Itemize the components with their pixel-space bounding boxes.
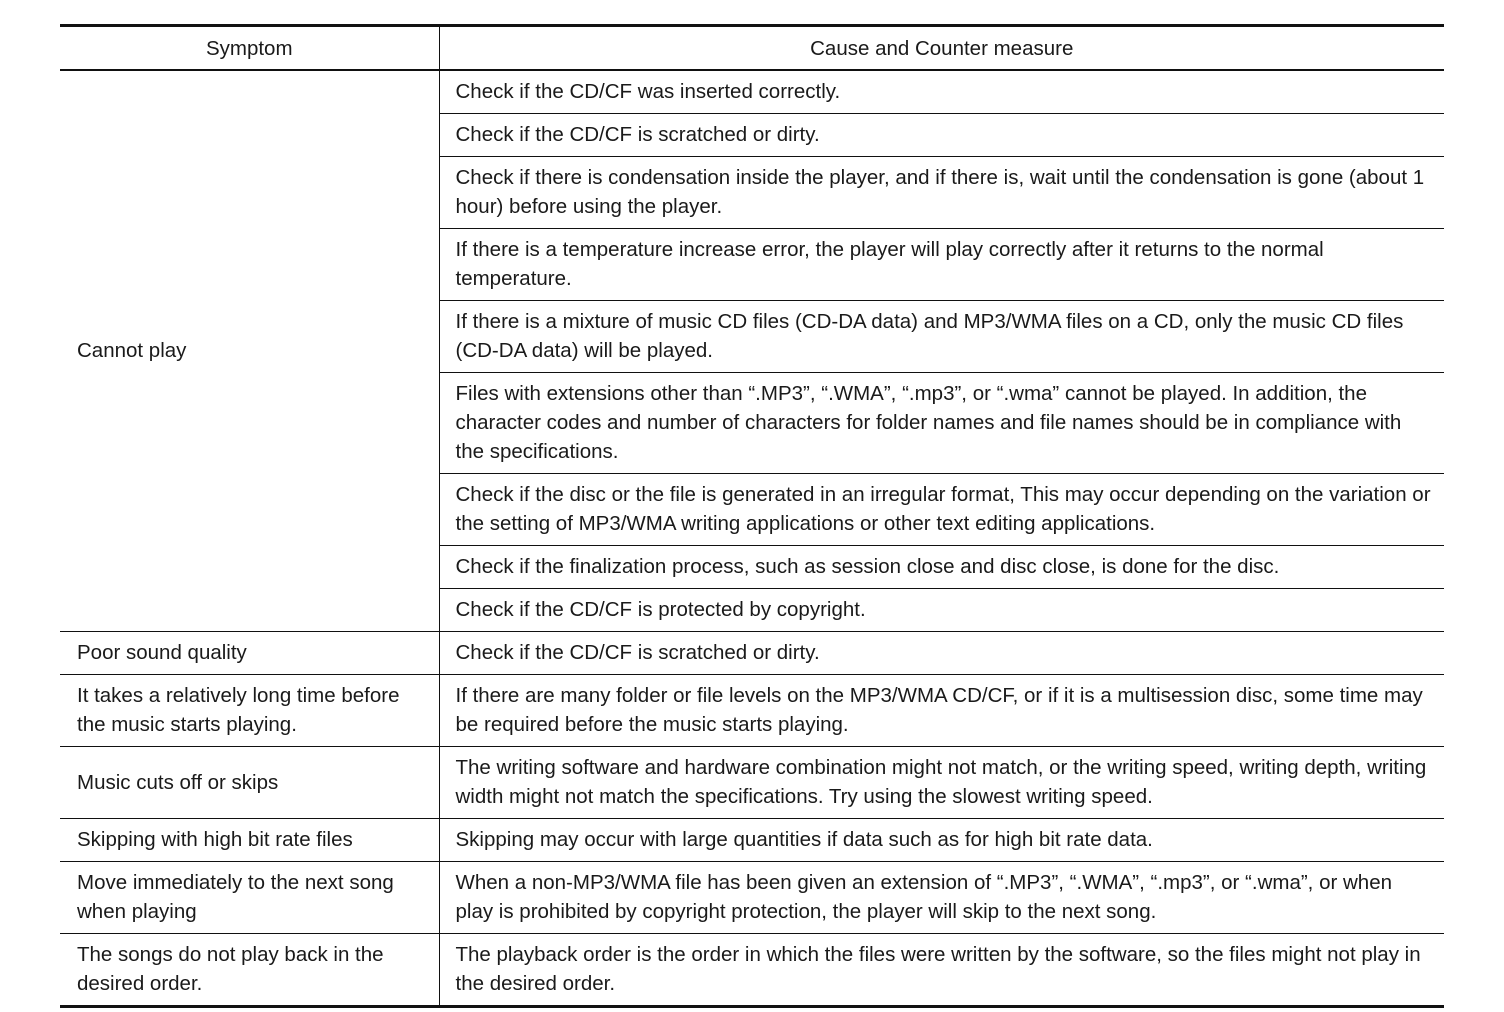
cause-cell: If there is a mixture of music CD files (CD-DA data) and MP3/WMA files on a CD, only the music CD files (CD-DA data) will be played. xyxy=(439,301,1444,373)
table-row xyxy=(60,70,1444,114)
cause-cell: The playback order is the order in which the files were written by the software, so the files might not play in the desired order. xyxy=(455,943,1421,995)
cause-cell: Skipping may occur with large quantities if data such as for high bit rate data. xyxy=(439,819,1444,862)
troubleshooting-table xyxy=(60,24,1444,1008)
symptom-cell: Cannot play xyxy=(60,70,439,632)
symptom-cell: Music cuts off or skips xyxy=(60,747,439,819)
cause-column-header: Cause and Counter measure xyxy=(439,26,1444,71)
symptom-cell: Skipping with high bit rate files xyxy=(60,819,439,862)
cause-cell: If there is a temperature increase error, the player will play correctly after it returns to the normal temperature. xyxy=(439,229,1444,301)
table-row xyxy=(60,632,1444,675)
cause-cell: When a non-MP3/WMA file has been given an extension of “.MP3”, “.WMA”, “.mp3”, or “.wma”, or when play is prohibited by copyright protection, the player will skip to the next song. xyxy=(439,862,1444,934)
table-row xyxy=(60,862,1444,934)
cause-cell: The writing software and hardware combination might not match, or the writing speed, writing depth, writing width might not match the specifications. Try using the slowest writing speed. xyxy=(439,747,1444,819)
cause-cell: Files with extensions other than “.MP3”, “.WMA”, “.mp3”, or “.wma” cannot be played. In addition, the character codes and number of characters for folder names and file names should be in compliance with the specifications. xyxy=(439,373,1444,474)
cause-cell: Check if there is condensation inside the player, and if there is, wait until the condensation is gone (about 1 hour) before using the player. xyxy=(439,157,1444,229)
table-row xyxy=(60,747,1444,819)
cause-cell: Check if the CD/CF is protected by copyright. xyxy=(439,589,1444,632)
cause-cell: Check if the CD/CF is scratched or dirty. xyxy=(439,114,1444,157)
cause-cell: If there are many folder or file levels on the MP3/WMA CD/CF, or if it is a multisession disc, some time may be required before the music starts playing. xyxy=(439,675,1444,747)
symptom-cell: Move immediately to the next song when playing xyxy=(60,862,439,934)
cause-cell: Check if the finalization process, such as session close and disc close, is done for the disc. xyxy=(439,546,1444,589)
symptom-column-header: Symptom xyxy=(60,26,439,71)
cause-cell: Check if the disc or the file is generated in an irregular format, This may occur depending on the variation or the setting of MP3/WMA writing applications or other text editing applications. xyxy=(439,474,1444,546)
table-row xyxy=(60,934,1444,1007)
cause-cell: Check if the CD/CF is scratched or dirty. xyxy=(439,632,1444,675)
cause-cell: Check if the CD/CF was inserted correctly. xyxy=(439,70,1444,114)
header-row xyxy=(60,26,1444,71)
table-row xyxy=(60,675,1444,747)
symptom-cell: It takes a relatively long time before the music starts playing. xyxy=(60,675,439,747)
table-row xyxy=(60,819,1444,862)
symptom-cell: Poor sound quality xyxy=(60,632,439,675)
symptom-cell: The songs do not play back in the desired order. xyxy=(60,934,439,1007)
